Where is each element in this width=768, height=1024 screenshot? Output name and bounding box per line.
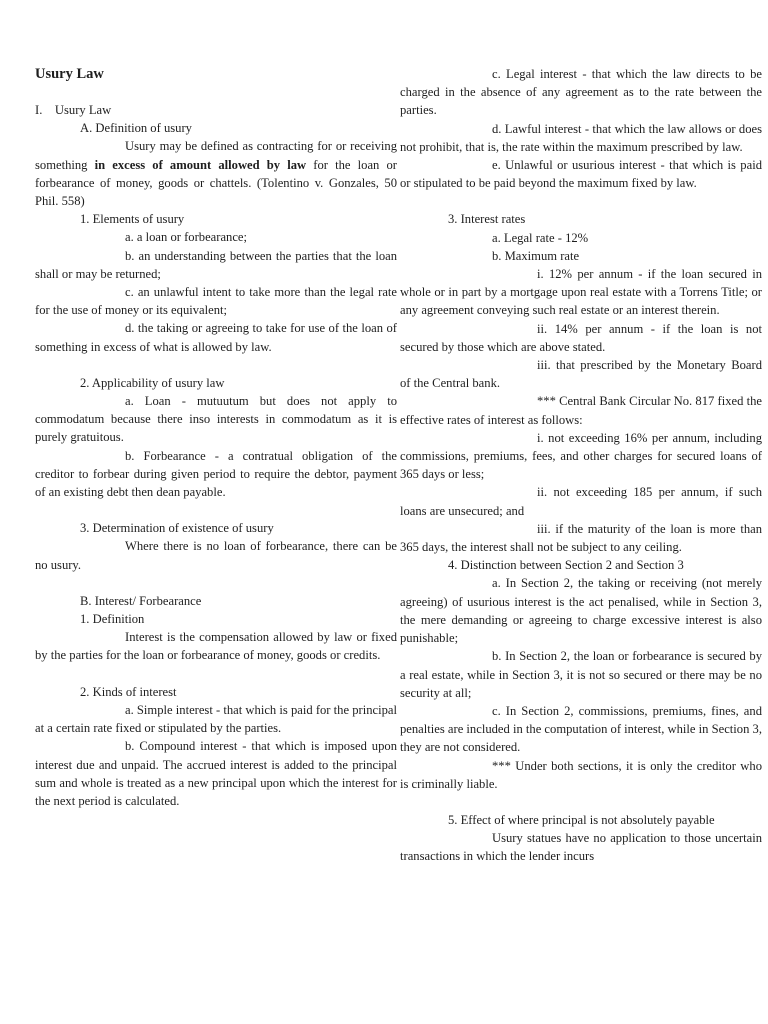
- subsection-heading: 5. Effect of where principal is not absolutely payable: [448, 812, 715, 827]
- spacer: [35, 574, 397, 592]
- subsection-heading: 3. Determination of existence of usury: [80, 521, 274, 536]
- spacer: [400, 793, 762, 811]
- list-item: b. In Section 2, the loan or forbearance is secured by a real estate, while in Section 3, it is not so secured or there may be no security at all;: [400, 649, 762, 700]
- definition-bold-text: in excess of amount allowed by law: [94, 157, 307, 172]
- spacer: [400, 192, 762, 210]
- list-item: i. not exceeding 16% per annum, including commissions, premiums, fees, and other charges for secured loans of 365 days or less;: [400, 430, 762, 482]
- list-item: ii. 14% per annum - if the loan is not secured by those which are above stated.: [400, 321, 762, 354]
- subsection-heading: 3. Interest rates: [448, 212, 526, 227]
- definition-text-end: for the loan or forbearance of money, goods or chattels. (Tolentino v. Gonzales, 50 Phil. 558): [35, 157, 397, 209]
- spacer: [35, 356, 397, 374]
- subsection-heading: 4. Distinction between Section 2 and Section 3: [448, 558, 684, 573]
- list-item: iii. if the maturity of the loan is more than 365 days, the interest shall not be subject to any ceiling.: [400, 521, 762, 555]
- list-item: e. Unlawful or usurious interest - that which is paid or stipulated to be paid beyond the maximum fixed by law.: [400, 158, 762, 191]
- list-item: a. Simple interest - that which is paid for the principal at a certain rate fixed or stipulated by the parties.: [35, 702, 397, 736]
- list-item: b. Maximum rate: [492, 248, 580, 263]
- spacer: [35, 665, 397, 683]
- left-column: [35, 65, 397, 810]
- list-item: d. the taking or agreeing to take for use of the loan of something in excess of what is allowed by law.: [35, 321, 397, 354]
- note: *** Under both sections, it is only the creditor who is criminally liable.: [400, 758, 762, 791]
- list-item: a. Legal rate - 12%: [492, 230, 589, 245]
- list-item: b. an understanding between the parties that the loan shall or may be returned;: [35, 248, 397, 281]
- list-item: b. Forbearance - a contratual obligation of the creditor to forbear during given period to require the debtor, payment of an existing debt then dean payable.: [35, 448, 397, 500]
- list-item: d. Lawful interest - that which the law allows or does not prohibit, that is, the rate within the maximum prescribed by law.: [400, 121, 762, 154]
- subsection-heading: 2. Applicability of usury law: [80, 375, 225, 390]
- spacer: [35, 501, 397, 519]
- list-item: a. In Section 2, the taking or receiving (not merely agreeing) of usurious interest is the act penalised, while in Section 3, the mere demanding or agreeing to charge excessive interest is also punishable;: [400, 576, 762, 646]
- definition-paragraph: [35, 137, 397, 210]
- subsection-heading: 2. Kinds of interest: [80, 684, 177, 699]
- list-item: ii. not exceeding 185 per annum, if such loans are unsecured; and: [400, 485, 762, 518]
- list-item: c. Legal interest - that which the law directs to be charged in the absence of any agreement as to the rate between the parties.: [400, 67, 762, 118]
- list-item: b. Compound interest - that which is imposed upon interest due and unpaid. The accrued interest is added to the principal sum and whole is treated as a new principal upon which the interest for the next period is calculated.: [35, 739, 397, 808]
- definition-text-start: Usury may be defined as contracting for or receiving something: [35, 139, 397, 172]
- spacer: [35, 83, 397, 101]
- section-heading: I. Usury Law: [35, 103, 112, 117]
- list-item: c. an unlawful intent to take more than the legal rate for the use of money or its equivalent;: [35, 285, 397, 318]
- right-column: [400, 65, 762, 866]
- subsection-heading: 1. Elements of usury: [80, 212, 185, 227]
- document-title: Usury Law: [35, 66, 104, 82]
- list-item: iii. that prescribed by the Monetary Board of the Central bank.: [400, 358, 762, 391]
- note: *** Central Bank Circular No. 817 fixed the effective rates of interest as follows:: [400, 394, 762, 427]
- list-item: a. a loan or forbearance;: [125, 230, 248, 245]
- subsection-heading: 1. Definition: [80, 612, 145, 627]
- paragraph: Interest is the compensation allowed by law or fixed by the parties for the loan or forbearance of money, goods or credits.: [35, 630, 397, 663]
- subsection-heading: B. Interest/ Forbearance: [80, 593, 202, 608]
- list-item: i. 12% per annum - if the loan secured in whole or in part by a mortgage upon real estate with a Torrens Title; or any agreement conveying such real estate or an interest therein.: [400, 267, 762, 318]
- list-item: a. Loan - mutuutum but does not apply to commodatum because there inso interests in commodatum as it is purely gratuitous.: [35, 394, 397, 445]
- subsection-heading: A. Definition of usury: [80, 121, 192, 136]
- list-item: c. In Section 2, commissions, premiums, fines, and penalties are included in the computation of interest, while in Section 3, they are not considered.: [400, 703, 762, 755]
- paragraph: Where there is no loan of forbearance, there can be no usury.: [35, 539, 397, 572]
- paragraph: Usury statues have no application to those uncertain transactions in which the lender incurs: [400, 831, 762, 864]
